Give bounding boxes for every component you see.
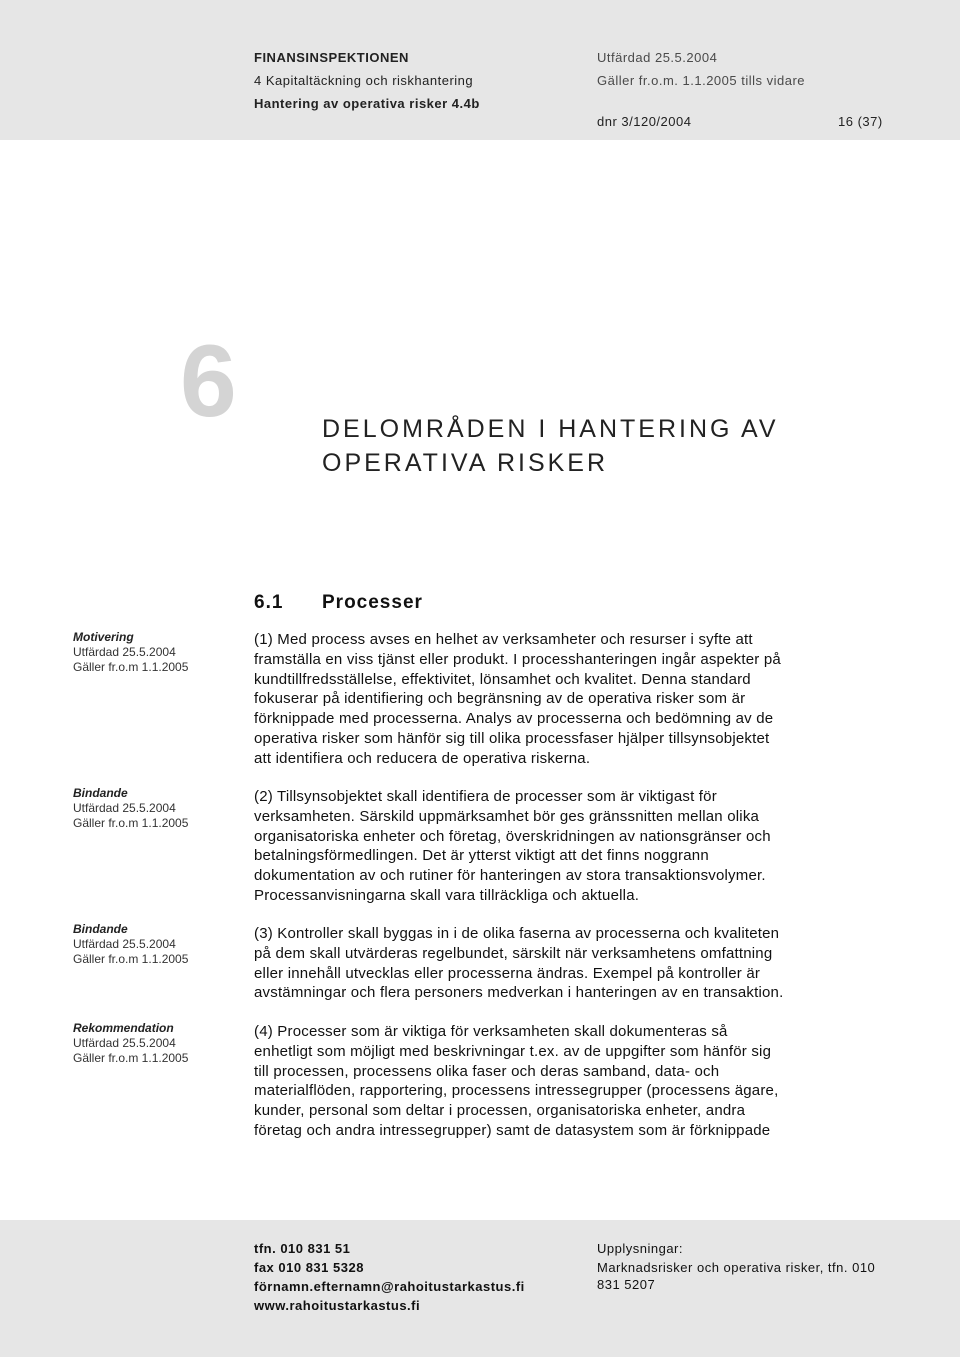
- org-name: FINANSINSPEKTIONEN: [254, 50, 409, 65]
- footer-phone: tfn. 010 831 51: [254, 1241, 351, 1256]
- side-note-valid: Gäller fr.o.m 1.1.2005: [73, 660, 189, 674]
- text-line: eller innehåll utvecklas eller processerna ändras. Exempel på kontroller är: [254, 964, 761, 982]
- text-line: betalningsförmedlingen. Det är ytterst viktigt att det finns noggrann: [254, 847, 709, 865]
- text-line: företag och andra intressegrupper) samt de datasystem som är förknippade: [254, 1121, 771, 1139]
- header-section: 4 Kapitaltäckning och riskhantering: [254, 73, 474, 88]
- text-line: förknippade med processerna. Analys av processerna och bedömning av de: [254, 710, 774, 728]
- paragraph-3: [254, 924, 904, 1003]
- section-heading: [254, 592, 423, 614]
- text-line: att identifiera och reducera de operativa riskerna.: [254, 749, 591, 767]
- header-subsection: Hantering av operativa risker 4.4b: [254, 96, 480, 111]
- text-line: till processen, processens olika faser och deras samband, data- och: [254, 1062, 720, 1080]
- footer-info-label: Upplysningar:: [597, 1241, 683, 1256]
- side-note-label: Motivering: [73, 630, 134, 644]
- text-line: kundtillfredsställelse, effektivitet, lönsamhet och kvalitet. Denna standard: [254, 670, 751, 688]
- footer-email: förnamn.efternamn@rahoitustarkastus.fi: [254, 1279, 525, 1294]
- text-line: (1) Med process avses en helhet av verksamheter och resurser i syfte att: [254, 631, 753, 648]
- side-note: [73, 786, 243, 831]
- side-note-valid: Gäller fr.o.m 1.1.2005: [73, 952, 189, 966]
- text-line: materialflöden, rapportering, processens intressegrupper (processens ägare,: [254, 1082, 779, 1100]
- text-line: fokuserar på identifiering och begränsning av de operativa risker som är: [254, 690, 746, 708]
- side-note: [73, 922, 243, 967]
- footer-website: www.rahoitustarkastus.fi: [254, 1298, 421, 1313]
- chapter-title-line: DELOMRÅDEN I HANTERING AV: [322, 415, 779, 443]
- text-line: organisatoriska enheter och företag, överskridningen av nationsgränser och: [254, 827, 771, 845]
- side-note-issued: Utfärdad 25.5.2004: [73, 937, 176, 951]
- text-line: framställa en viss tjänst eller produkt. I processhanteringen ingår aspekter på: [254, 650, 781, 668]
- header-page-number: 16 (37): [838, 114, 883, 129]
- paragraph-4: [254, 1022, 904, 1141]
- text-line: Processanvisningarna skall vara tillräckliga och aktuella.: [254, 886, 640, 904]
- text-line: kunder, personal som deltar i processen, organisatoriska enheter, andra: [254, 1102, 746, 1120]
- side-note: [73, 1021, 243, 1066]
- text-line: på dem skall utvärderas regelbundet, särskilt när verksamhetens omfattning: [254, 944, 773, 962]
- text-line: enhetligt som möjligt med beskrivningar t.ex. av de uppgifter som hänför sig: [254, 1042, 772, 1060]
- header-valid: Gäller fr.o.m. 1.1.2005 tills vidare: [597, 73, 806, 88]
- side-note-label: Rekommendation: [73, 1021, 174, 1035]
- paragraph-2: [254, 787, 904, 906]
- text-line: (4) Processer som är viktiga för verksamheten skall dokumenteras så: [254, 1023, 728, 1040]
- section-title: Processer: [322, 592, 423, 613]
- section-number: 6.1: [254, 592, 284, 613]
- text-line: dokumentation av och rutiner för hanteringen av stora transaktionsvolymer.: [254, 867, 766, 885]
- page-header: [0, 0, 960, 140]
- side-note-label: Bindande: [73, 922, 128, 936]
- side-note-valid: Gäller fr.o.m 1.1.2005: [73, 816, 189, 830]
- side-note-issued: Utfärdad 25.5.2004: [73, 1036, 176, 1050]
- header-issued: Utfärdad 25.5.2004: [597, 50, 718, 65]
- text-line: (3) Kontroller skall byggas in i de olika faserna av processerna och kvaliteten: [254, 925, 780, 942]
- text-line: verksamheten. Särskild uppmärksamhet bör ges gränssnitten mellan olika: [254, 807, 760, 825]
- side-note-valid: Gäller fr.o.m 1.1.2005: [73, 1051, 189, 1065]
- side-note: [73, 630, 243, 675]
- footer-info-line: 831 5207: [597, 1277, 656, 1292]
- chapter-title-line: OPERATIVA RISKER: [322, 449, 609, 477]
- text-line: (2) Tillsynsobjektet skall identifiera de processer som är viktigast för: [254, 788, 717, 805]
- chapter-title: [322, 412, 922, 480]
- text-line: avstämningar och flera personers medverkan i hanteringen av en transaktion.: [254, 984, 784, 1002]
- header-dnr: dnr 3/120/2004: [597, 114, 692, 129]
- side-note-issued: Utfärdad 25.5.2004: [73, 645, 176, 659]
- chapter-number: 6: [180, 324, 237, 438]
- side-note-label: Bindande: [73, 786, 128, 800]
- side-note-issued: Utfärdad 25.5.2004: [73, 801, 176, 815]
- paragraph-1: [254, 630, 904, 769]
- text-line: operativa risker som hänför sig till olika processfaser hjälper tillsynsobjektet: [254, 729, 770, 747]
- footer-info-line: Marknadsrisker och operativa risker, tfn. 010: [597, 1260, 876, 1275]
- footer-fax: fax 010 831 5328: [254, 1260, 364, 1275]
